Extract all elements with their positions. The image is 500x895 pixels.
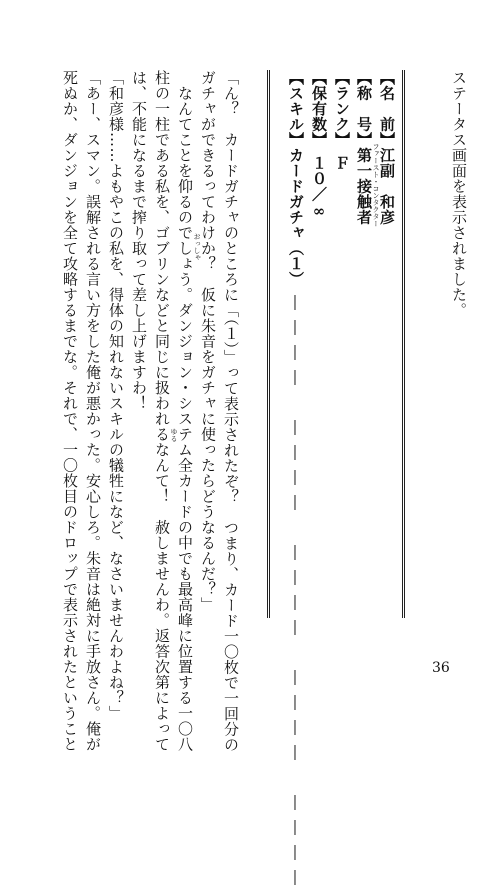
- status-rule-left: [267, 70, 271, 618]
- stat-rank: [334, 70, 349, 171]
- body-line-1: 「ん？ カードガチャのところに「（１）」って表示されたぞ？ つまり、カード一〇枚で一回分の: [222, 70, 240, 753]
- stat-count-value: １０／∞: [310, 155, 328, 221]
- body-line-7: 「あー、スマン。誤解される言い方をした俺が悪かった。安心しろ。朱音は絶対に手放さん。俺が: [84, 70, 102, 752]
- stat-name-key: 【名 前】: [378, 70, 396, 148]
- stat-title-value: 第一接触者: [355, 147, 373, 225]
- body-line-4: 柱の一柱である私を、ゴブリンなどと同じに扱われるなんて！ 赦しませんわ。返答次第によって: [153, 70, 171, 752]
- body-line-5: は、不能になるまで搾り取って差し上げますわ！: [130, 70, 148, 411]
- status-title: ステータス画面を表示されました。: [450, 70, 468, 318]
- body-line-6: 「和彦様……よもやこの私を、得体の知れないスキルの犠牲になど、なさいませんわよね？」: [107, 70, 125, 721]
- stat-title-ruby: ファースト・コンタクター: [372, 143, 380, 227]
- stat-rank-key: 【ランク】: [333, 70, 351, 140]
- stat-skill-value: カードガチャ（１）: [287, 147, 305, 280]
- stat-count: [311, 70, 326, 221]
- stat-title-key: 【称 号】: [355, 70, 373, 148]
- status-rule-right: [402, 70, 406, 618]
- body-line-3: なんてことを仰るのでしょう。ダンジョン・システム全カードの中でも最高峰に位置する一〇八: [176, 70, 194, 752]
- body-line-2: ガチャができるってわけか？ 仮に朱音をガチャに使ったらどうなるんだ？」: [199, 70, 217, 613]
- stat-title: [356, 70, 371, 225]
- page-number: 36: [432, 660, 450, 676]
- body-ruby-ossha: おっしゃ: [193, 233, 201, 261]
- stat-skill: [288, 70, 303, 895]
- stat-skill-dashes: ―――― ―――― ―――― ―――― ――――: [287, 295, 305, 895]
- body-line-8: 死ぬか、ダンジョンを全て攻略するまでな。それで、一〇枚目のドロップで表示されたということ: [61, 70, 79, 752]
- body-ruby-yuru: ゆる: [170, 428, 178, 442]
- stat-rank-value: Ｆ: [333, 155, 351, 171]
- stat-name: [379, 70, 394, 225]
- stat-skill-key: 【スキル】: [287, 70, 305, 148]
- stat-count-key: 【保有数】: [310, 70, 328, 140]
- stat-name-value: 江副 和彦: [378, 147, 396, 225]
